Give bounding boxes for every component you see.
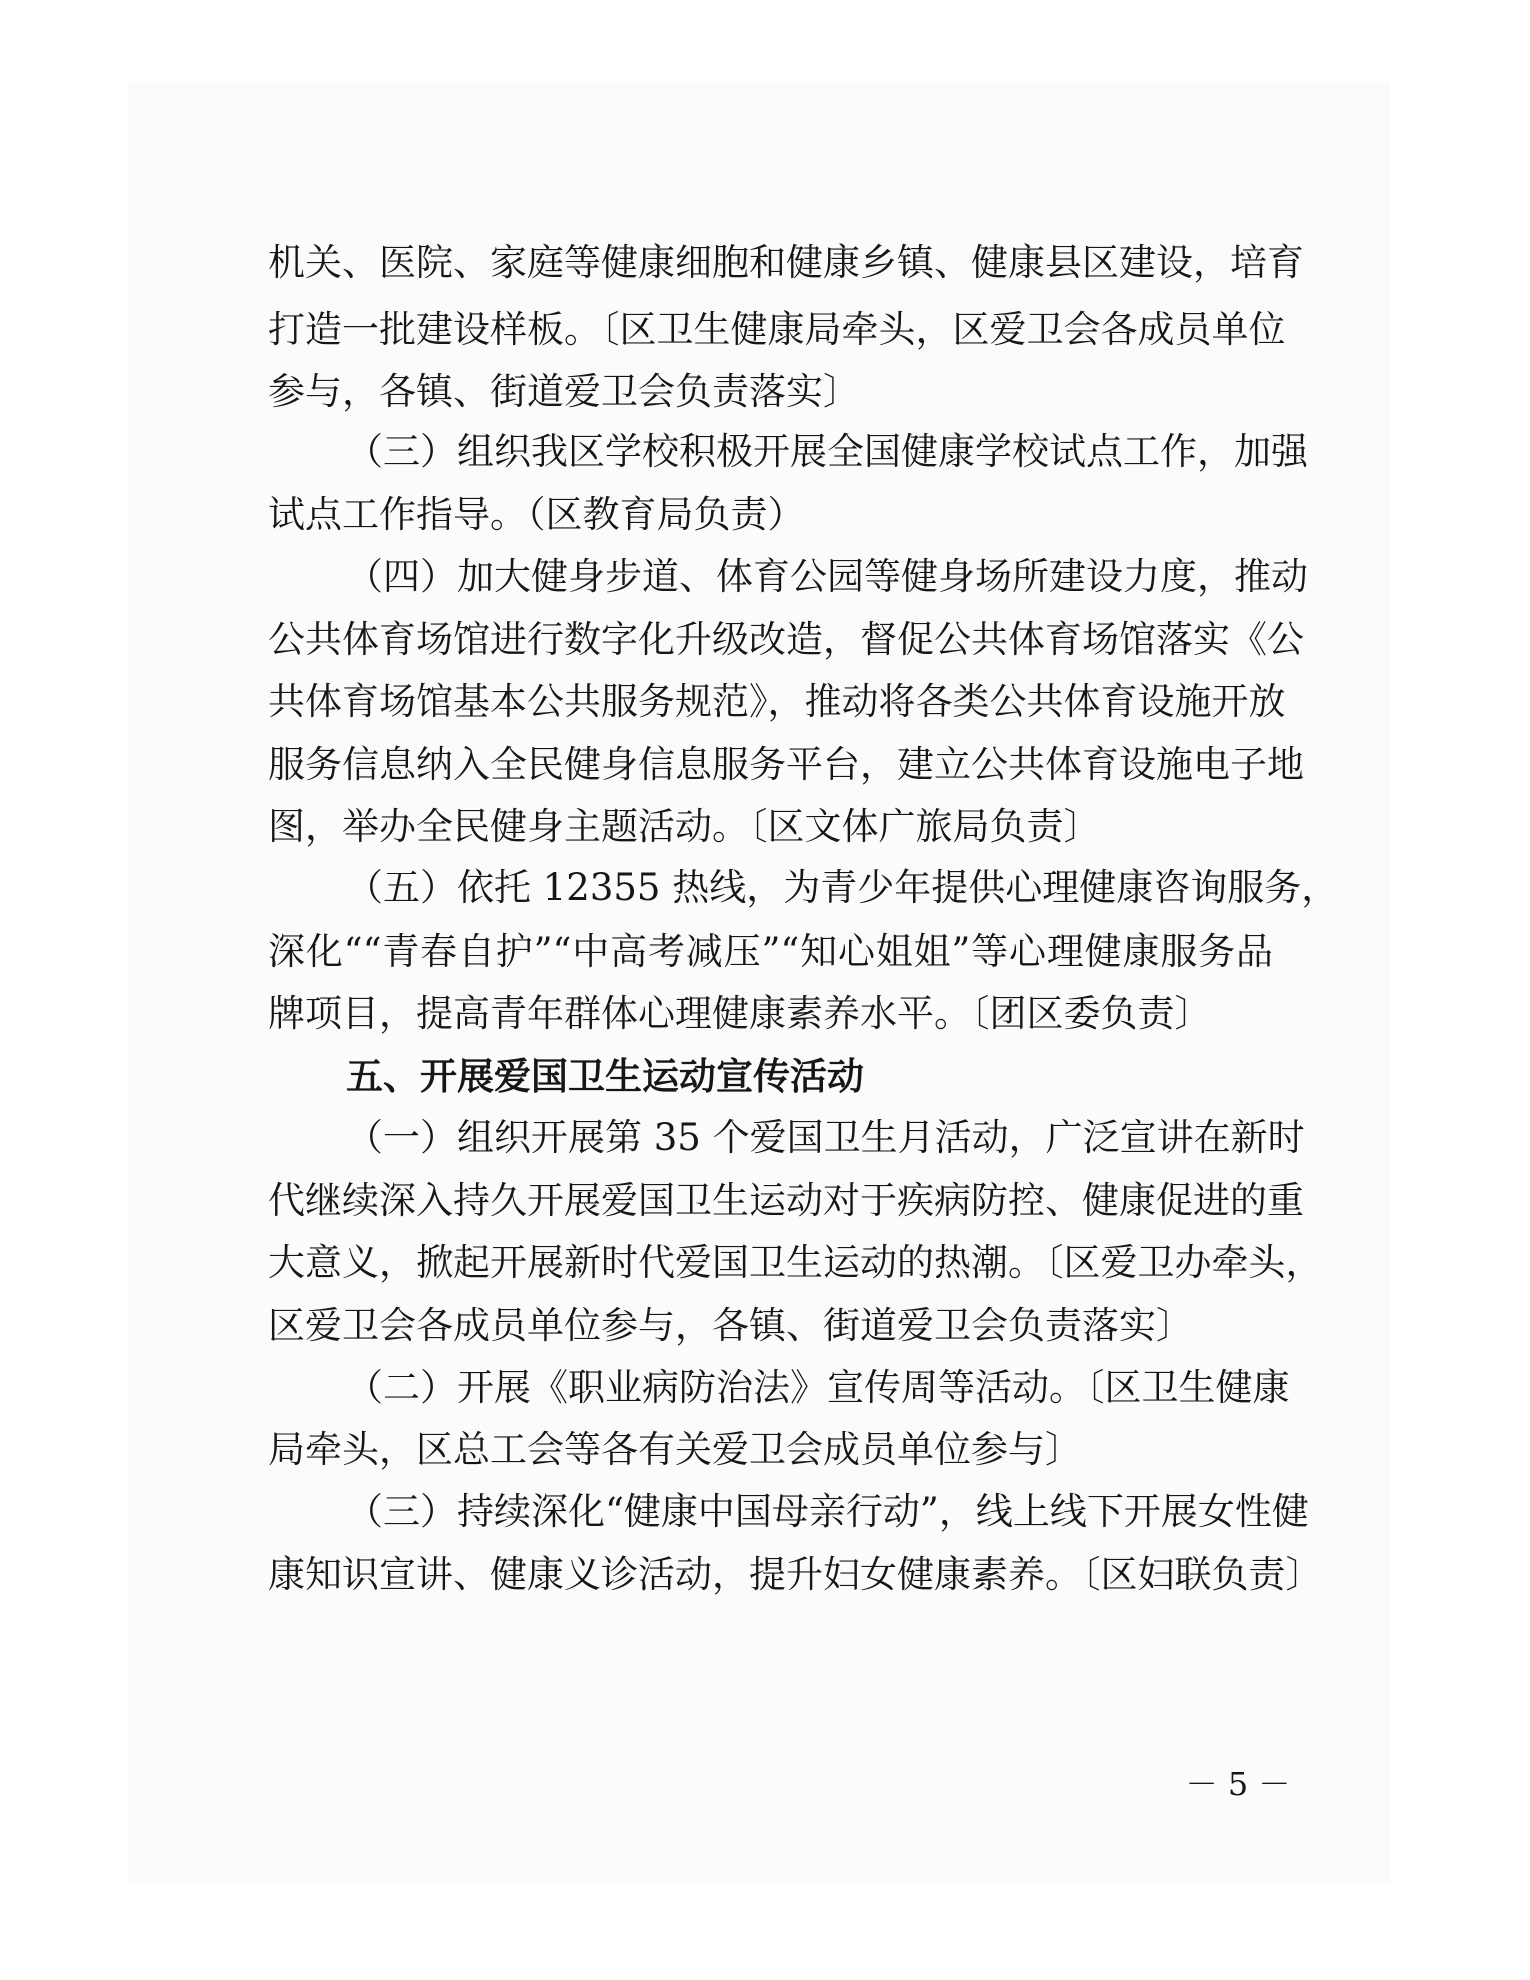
body-text-line: 康知识宣讲、健康义诊活动，提升妇女健康素养。〔区妇联负责〕: [268, 1553, 1323, 1596]
body-text-line: 试点工作指导。（区教育局负责）: [268, 493, 805, 536]
paragraph-first-line: （一）组织开展第 35 个爱国卫生月活动，广泛宣讲在新时: [346, 1116, 1305, 1159]
paragraph-first-line: （四）加大健身步道、体育公园等健身场所建设力度，推动: [346, 555, 1308, 598]
body-text-line: 参与，各镇、街道爱卫会负责落实〕: [268, 370, 860, 413]
body-text-line: 深化““青春自护”“中高考减压”“知心姐姐”等心理健康服务品: [268, 930, 1273, 973]
section-heading: 五、开展爱国卫生运动宣传活动: [346, 1054, 864, 1098]
body-text-line: 公共体育场馆进行数字化升级改造，督促公共体育场馆落实《公: [268, 618, 1304, 661]
body-text-line: 图，举办全民健身主题活动。〔区文体广旅局负责〕: [268, 805, 1101, 848]
paragraph-first-line: （三）持续深化“健康中国母亲行动”，线上线下开展女性健: [346, 1490, 1309, 1533]
body-text-line: 区爱卫会各成员单位参与，各镇、街道爱卫会负责落实〕: [268, 1304, 1193, 1347]
body-text-line: 打造一批建设样板。〔区卫生健康局牵头，区爱卫会各成员单位: [268, 308, 1286, 351]
body-text-line: 大意义，掀起开展新时代爱国卫生运动的热潮。〔区爱卫办牵头，: [268, 1241, 1323, 1284]
body-text-line: 局牵头，区总工会等各有关爱卫会成员单位参与〕: [268, 1428, 1082, 1471]
body-text-line: 服务信息纳入全民健身信息服务平台，建立公共体育设施电子地: [268, 743, 1304, 786]
body-text-line: 牌项目，提高青年群体心理健康素养水平。〔团区委负责〕: [268, 992, 1212, 1035]
paragraph-first-line: （三）组织我区学校积极开展全国健康学校试点工作，加强: [346, 430, 1308, 473]
paragraph-first-line: （五）依托 12355 热线，为青少年提供心理健康咨询服务，: [346, 866, 1339, 909]
body-text-line: 机关、医院、家庭等健康细胞和健康乡镇、健康县区建设，培育: [268, 241, 1304, 284]
body-text-line: 共体育场馆基本公共服务规范》，推动将各类公共体育设施开放: [268, 680, 1286, 723]
paragraph-first-line: （二）开展《职业病防治法》宣传周等活动。〔区卫生健康: [346, 1366, 1290, 1409]
page-number: － 5 －: [1185, 1765, 1291, 1803]
body-text-line: 代继续深入持久开展爱国卫生运动对于疾病防控、健康促进的重: [268, 1179, 1304, 1222]
